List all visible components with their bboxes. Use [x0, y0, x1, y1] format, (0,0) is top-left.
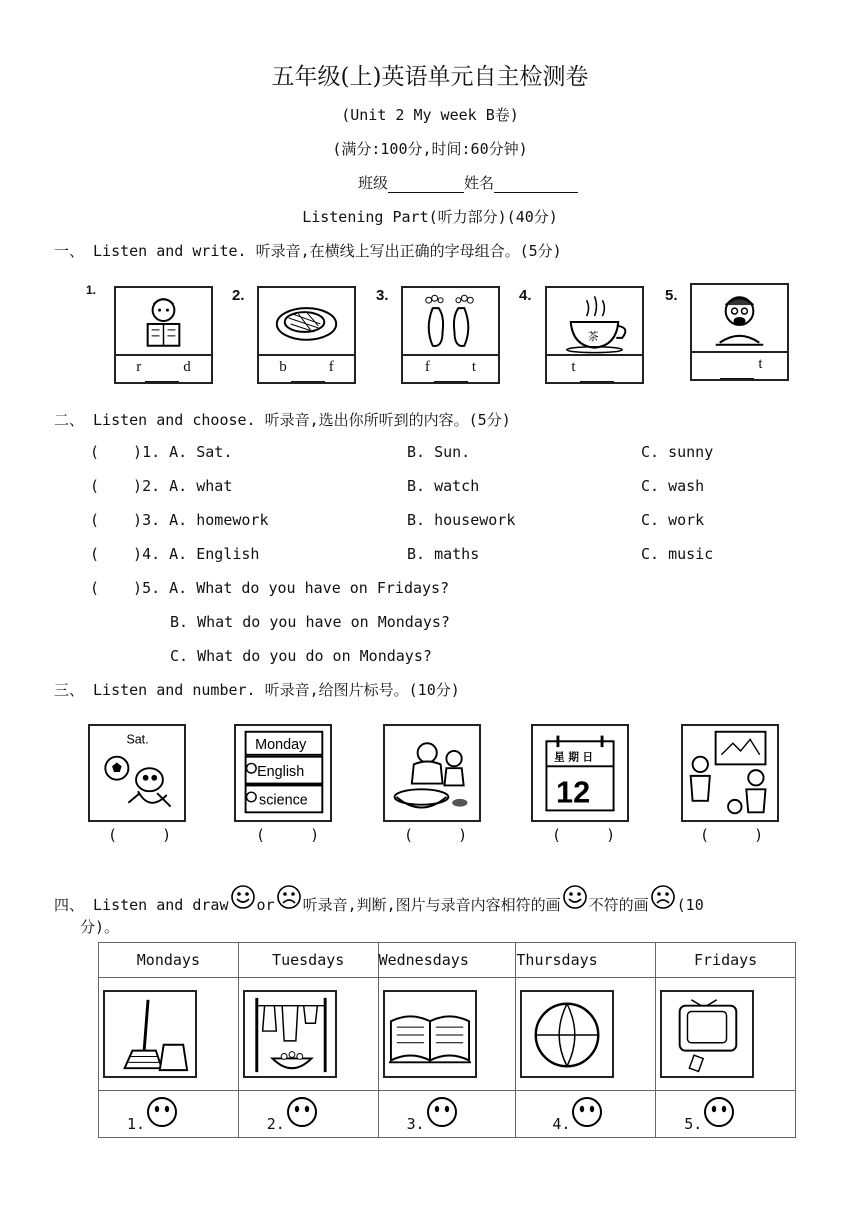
- section1-answer: [692, 349, 787, 379]
- smiley-face-icon: [229, 884, 257, 912]
- section3-heading: 三、 Listen and number. 听录音,给图片标号。(10分): [54, 681, 460, 699]
- smiley-face-icon: [425, 1095, 459, 1129]
- face-number: 5.: [684, 1115, 703, 1133]
- answer-blank[interactable]: [720, 360, 754, 379]
- class-blank[interactable]: [388, 192, 464, 193]
- answer-prefix: t: [571, 359, 576, 375]
- face-answer-cell[interactable]: [99, 1091, 239, 1138]
- picture-calendar: [531, 724, 629, 822]
- section4-heading-c: 不符的画: [588, 896, 649, 914]
- option-b: B. What do you have on Mondays?: [170, 613, 450, 631]
- number-answer-paren[interactable]: ( ): [552, 826, 616, 844]
- sat-label: Sat.: [126, 732, 149, 747]
- section1-answer: [259, 352, 354, 382]
- sad-face-icon: [649, 884, 677, 912]
- option-c: C. work: [641, 511, 705, 529]
- tv-icon: [662, 992, 752, 1076]
- day-picture: [520, 990, 614, 1078]
- calendar-day: 12: [556, 774, 591, 810]
- option-a: A. Sat.: [169, 443, 233, 461]
- picture-kids-playing: [681, 724, 779, 822]
- paren-open: (: [90, 443, 100, 461]
- section1-item-box: [257, 286, 356, 384]
- section4-heading-d: (10: [676, 896, 704, 914]
- picture-timetable: [234, 724, 332, 822]
- question-number: 4.: [142, 545, 161, 563]
- section4-heading-or: or: [256, 896, 275, 914]
- answer-suffix: f: [328, 359, 334, 375]
- face-number: 3.: [406, 1115, 425, 1133]
- picture-washing-clothes: [383, 724, 481, 822]
- tea-cup-icon: [547, 288, 642, 354]
- washing-clothes-icon: [385, 726, 479, 820]
- laundry-line-icon: [245, 992, 335, 1076]
- question-number: 3.: [142, 511, 161, 529]
- day-header: Mondays: [99, 943, 239, 978]
- paren-close: ): [133, 545, 143, 563]
- section1-item-box: [545, 286, 644, 384]
- question-number: 2.: [142, 477, 161, 495]
- man-eating-icon: [692, 285, 787, 351]
- smiley-face-icon: [702, 1095, 736, 1129]
- section4-heading-cont: 分)。: [80, 918, 120, 936]
- smiley-face-icon: [561, 884, 589, 912]
- section1-item-box: [401, 286, 500, 384]
- section4-table: [98, 942, 796, 1138]
- answer-blank[interactable]: [580, 363, 614, 382]
- option-c: C. sunny: [641, 443, 714, 461]
- face-number: 1.: [127, 1115, 146, 1133]
- paren-open: (: [90, 511, 100, 529]
- score-time-info: (满分:100分,时间:60分钟): [332, 140, 528, 158]
- question-row: [90, 511, 269, 529]
- section1-item-box: [114, 286, 213, 384]
- answer-blank[interactable]: [434, 363, 468, 382]
- beef-steak-icon: [259, 288, 354, 354]
- section1-heading: 一、 Listen and write. 听录音,在横线上写出正确的字母组合。(5分): [54, 242, 562, 260]
- question-number: 5.: [142, 579, 161, 597]
- timetable-line-3: science: [259, 792, 308, 809]
- number-answer-paren[interactable]: ( ): [700, 826, 764, 844]
- section1-item-number: 2.: [232, 287, 245, 304]
- number-answer-paren[interactable]: ( ): [256, 826, 320, 844]
- question-row: [90, 545, 259, 563]
- day-picture-cell: [99, 978, 239, 1091]
- day-picture-cell: [656, 978, 796, 1091]
- boy-reading-icon: [116, 288, 211, 354]
- face-answer-cell[interactable]: [238, 1091, 378, 1138]
- paren-close: ): [133, 443, 143, 461]
- smiley-face-icon: [570, 1095, 604, 1129]
- paren-open: (: [90, 579, 100, 597]
- face-answer-cell[interactable]: [516, 1091, 656, 1138]
- paren-close: ): [133, 477, 143, 495]
- paren-open: (: [90, 545, 100, 563]
- answer-paren[interactable]: [90, 545, 142, 563]
- day-header: Tuesdays: [238, 943, 378, 978]
- option-b: B. housework: [407, 511, 516, 529]
- broom-dustpan-icon: [105, 992, 195, 1076]
- name-label: 姓名: [464, 174, 495, 192]
- option-c: C. wash: [641, 477, 705, 495]
- timetable-icon: [236, 726, 330, 820]
- day-header: Thursdays: [516, 943, 656, 978]
- section2-heading: 二、 Listen and choose. 听录音,选出你所听到的内容。(5分): [54, 411, 511, 429]
- number-answer-paren[interactable]: ( ): [108, 826, 172, 844]
- class-label: 班级: [358, 174, 389, 192]
- section1-item-number: 3.: [376, 287, 389, 304]
- timetable-line-2: English: [257, 763, 305, 780]
- answer-paren[interactable]: [90, 579, 142, 597]
- paren-close: ): [133, 511, 143, 529]
- section1-item-number: 1.: [86, 283, 97, 297]
- day-picture-cell: [378, 978, 516, 1091]
- number-answer-paren[interactable]: ( ): [404, 826, 468, 844]
- sad-face-icon: [275, 884, 303, 912]
- day-picture-cell: [516, 978, 656, 1091]
- open-book-icon: [385, 992, 475, 1076]
- answer-suffix: t: [758, 356, 763, 372]
- answer-suffix: t: [471, 359, 477, 375]
- paren-close: ): [133, 579, 143, 597]
- answer-blank[interactable]: [145, 363, 179, 382]
- face-number: 4.: [552, 1115, 571, 1133]
- option-a: A. What do you have on Fridays?: [169, 579, 450, 597]
- section1-answer: [403, 352, 498, 382]
- day-picture: [243, 990, 337, 1078]
- smiley-face-icon: [145, 1095, 179, 1129]
- timetable-line-1: Monday: [255, 737, 307, 754]
- day-picture: [383, 990, 477, 1078]
- section1-item-number: 5.: [665, 287, 678, 304]
- calendar-week: 星 期 日: [554, 751, 594, 764]
- day-header: Fridays: [656, 943, 796, 978]
- option-a: A. what: [169, 477, 233, 495]
- picture-sat-football: [88, 724, 186, 822]
- feet-icon: [403, 288, 498, 354]
- kids-playing-icon: [683, 726, 777, 820]
- answer-paren[interactable]: [90, 477, 142, 495]
- option-b: B. maths: [407, 545, 480, 563]
- section1-item-number: 4.: [519, 287, 532, 304]
- day-header: Wednesdays: [378, 943, 516, 978]
- question-row: [90, 477, 232, 495]
- calendar-icon: [533, 726, 627, 820]
- answer-prefix: r: [136, 359, 142, 375]
- class-name-line: [358, 172, 578, 193]
- option-b: B. watch: [407, 477, 480, 495]
- unit-subtitle: (Unit 2 My week B卷): [341, 106, 519, 124]
- answer-suffix: d: [183, 359, 191, 375]
- sat-football-icon: [90, 726, 184, 820]
- paren-open: (: [90, 477, 100, 495]
- section4-heading: [54, 884, 704, 915]
- section1-item-box: [690, 283, 789, 381]
- option-a: A. homework: [169, 511, 269, 529]
- face-answer-cell[interactable]: [378, 1091, 516, 1138]
- ball-icon: [522, 992, 612, 1076]
- option-c: C. music: [641, 545, 714, 563]
- section4-heading-a: 四、 Listen and draw: [54, 896, 229, 914]
- section4-heading-b: 听录音,判断,图片与录音内容相符的画: [302, 896, 561, 914]
- section1-answer: [547, 352, 642, 382]
- question-row: [90, 579, 449, 597]
- day-picture-cell: [238, 978, 378, 1091]
- option-a: A. English: [169, 545, 260, 563]
- answer-prefix: f: [424, 359, 430, 375]
- tea-cup-text: 茶: [587, 329, 599, 343]
- listening-part-title: Listening Part(听力部分)(40分): [302, 208, 558, 226]
- day-picture: [660, 990, 754, 1078]
- question-row: [90, 443, 232, 461]
- section1-answer: [116, 352, 211, 382]
- face-number: 2.: [266, 1115, 285, 1133]
- option-b: B. Sun.: [407, 443, 471, 461]
- option-c: C. What do you do on Mondays?: [170, 647, 432, 665]
- page-title: 五年级(上)英语单元自主检测卷: [271, 64, 589, 90]
- smiley-face-icon: [285, 1095, 319, 1129]
- answer-paren[interactable]: [90, 511, 142, 529]
- answer-prefix: b: [279, 359, 287, 375]
- question-number: 1.: [142, 443, 161, 461]
- name-blank[interactable]: [494, 192, 578, 193]
- face-answer-cell[interactable]: [656, 1091, 796, 1138]
- answer-paren[interactable]: [90, 443, 142, 461]
- answer-blank[interactable]: [291, 363, 325, 382]
- day-picture: [103, 990, 197, 1078]
